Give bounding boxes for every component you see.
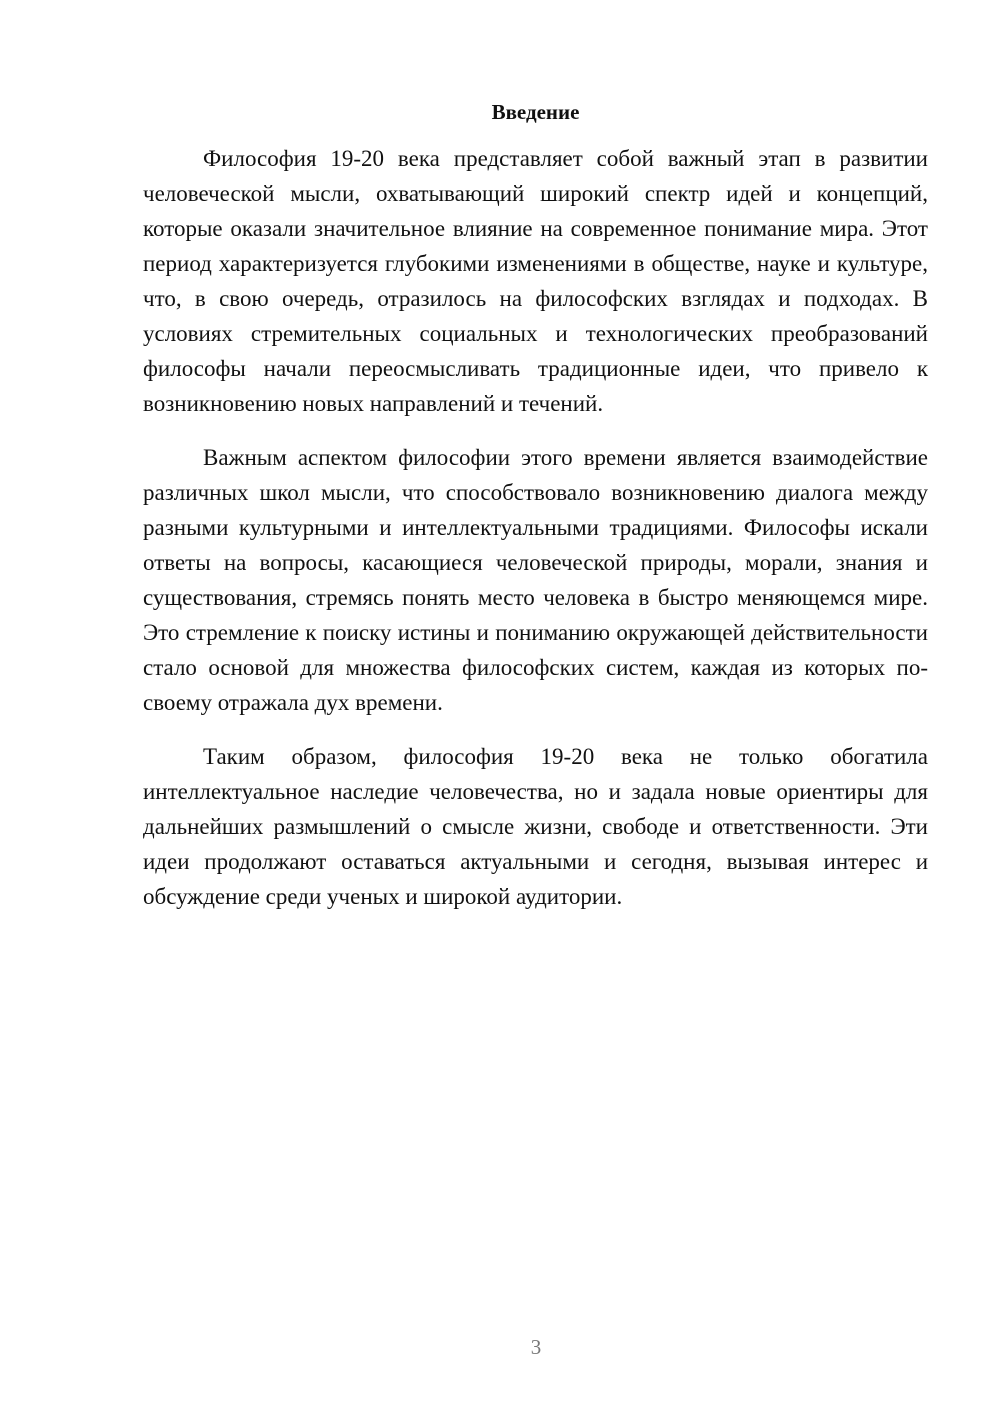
page-number: 3 (530, 1335, 542, 1359)
paragraph-1: Философия 19-20 века представляет собой важный этап в развитии человеческой мысли, охватывающий широкий спектр идей и концепций, которые оказали значительное влияние на современное понимание мира. Этот период характеризуется глубокими изменениями в обществе, науке и культуре, что, в свою очередь, отразилось на философских взглядах и подходах. В условиях стремительных социальных и технологических преобразований философы начали переосмысливать традиционные идеи, что привело к возникновению новых направлений и течений. (143, 146, 928, 416)
paragraph-3: Таким образом, философия 19-20 века не только обогатила интеллектуальное наследие человечества, но и задала новые ориентиры для дальнейших размышлений о смысле жизни, свободе и ответственности. Эти идеи продолжают оставаться актуальными и сегодня, вызывая интерес и обсуждение среди ученых и широкой аудитории. (143, 744, 928, 909)
section-title: Введение (491, 100, 580, 124)
body-text (143, 141, 928, 914)
paragraph-2: Важным аспектом философии этого времени является взаимодействие различных школ мысли, что способствовало возникновению диалога между разными культурными и интеллектуальными традициями. Философы искали ответы на вопросы, касающиеся человеческой природы, морали, знания и существования, стремясь понять место человека в быстро меняющемся мире. Это стремление к поиску истины и пониманию окружающей действительности стало основой для множества философских систем, каждая из которых по-своему отражала дух времени. (143, 445, 928, 715)
